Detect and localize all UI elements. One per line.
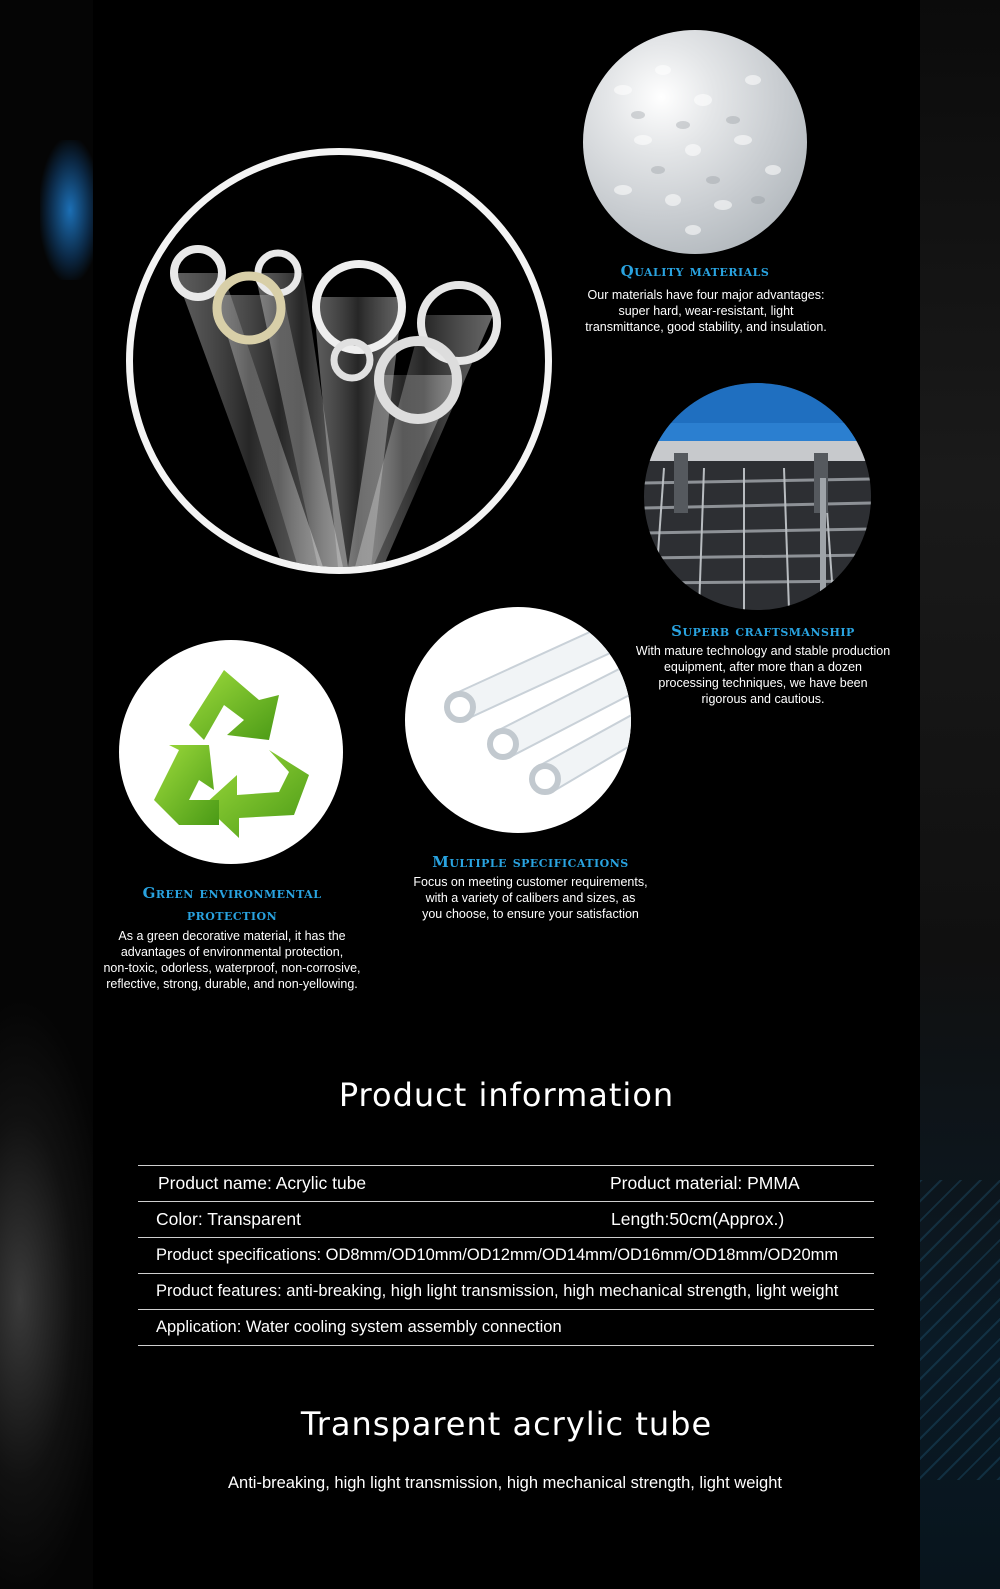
footer-subtitle: Anti-breaking, high light transmission, high mechanical strength, light weight [228,1474,782,1492]
clear-tubes-photo [405,607,631,833]
recycle-icon [119,640,343,864]
table-cell: Product name: Acrylic tube [158,1173,367,1193]
desc-line: transmittance, good stability, and insulation. [585,320,827,334]
desc-line: Our materials have four major advantages: [587,288,825,302]
desc-line: non-toxic, odorless, waterproof, non-corrosive, [103,961,361,975]
table-row [138,1202,874,1238]
table-row [138,1238,874,1274]
product-information-title: Product information [338,1076,675,1114]
main-content [93,0,920,1589]
superb-craftsmanship-description [623,643,903,707]
desc-line: advantages of environmental protection, [120,945,344,959]
table-row [138,1310,874,1346]
multiple-specifications-heading: Multiple specifications [432,853,629,871]
desc-line: processing techniques, we have been [658,676,868,690]
table-row [138,1166,874,1202]
desc-line: you choose, to ensure your satisfaction [422,907,639,921]
desc-line: equipment, after more than a dozen [663,660,863,674]
right-background-panel [920,0,1000,1589]
green-protection-heading [93,882,371,926]
quality-materials-heading: Quality materials [620,262,770,280]
superb-craftsmanship-heading: Superb craftsmanship [671,622,855,640]
table-cell: Color: Transparent [156,1209,301,1229]
product-info-table [138,1165,874,1346]
desc-line: With mature technology and stable production [635,644,891,658]
desc-line: rigorous and cautious. [701,692,825,706]
table-cell: Application: Water cooling system assembly connection [156,1318,562,1336]
desc-line: Focus on meeting customer requirements, [413,875,648,889]
table-cell: Product material: PMMA [610,1173,800,1193]
desc-line: super hard, wear-resistant, light [618,304,794,318]
desc-line: with a variety of calibers and sizes, as [425,891,636,905]
green-protection-description [93,928,371,992]
desc-line: As a green decorative material, it has the [118,929,346,943]
heading-line: Green environmental [142,884,322,902]
laser-cutting-machine-photo [644,383,871,610]
multiple-specifications-description [398,874,663,922]
desc-line: reflective, strong, durable, and non-yellowing. [106,977,358,991]
footer-title: Transparent acrylic tube [300,1405,713,1443]
heading-line: protection [186,906,278,924]
quality-materials-description [563,287,849,335]
plastic-pellets-photo [583,30,807,254]
acrylic-tubes-photo [126,148,552,574]
left-background-panel [0,0,93,1589]
table-cell: Length:50cm(Approx.) [611,1209,785,1229]
table-row [138,1274,874,1310]
table-cell: Product features: anti-breaking, high light transmission, high mechanical strength, light weight [156,1282,839,1300]
table-cell: Product specifications: OD8mm/OD10mm/OD12mm/OD14mm/OD16mm/OD18mm/OD20mm [156,1246,839,1264]
